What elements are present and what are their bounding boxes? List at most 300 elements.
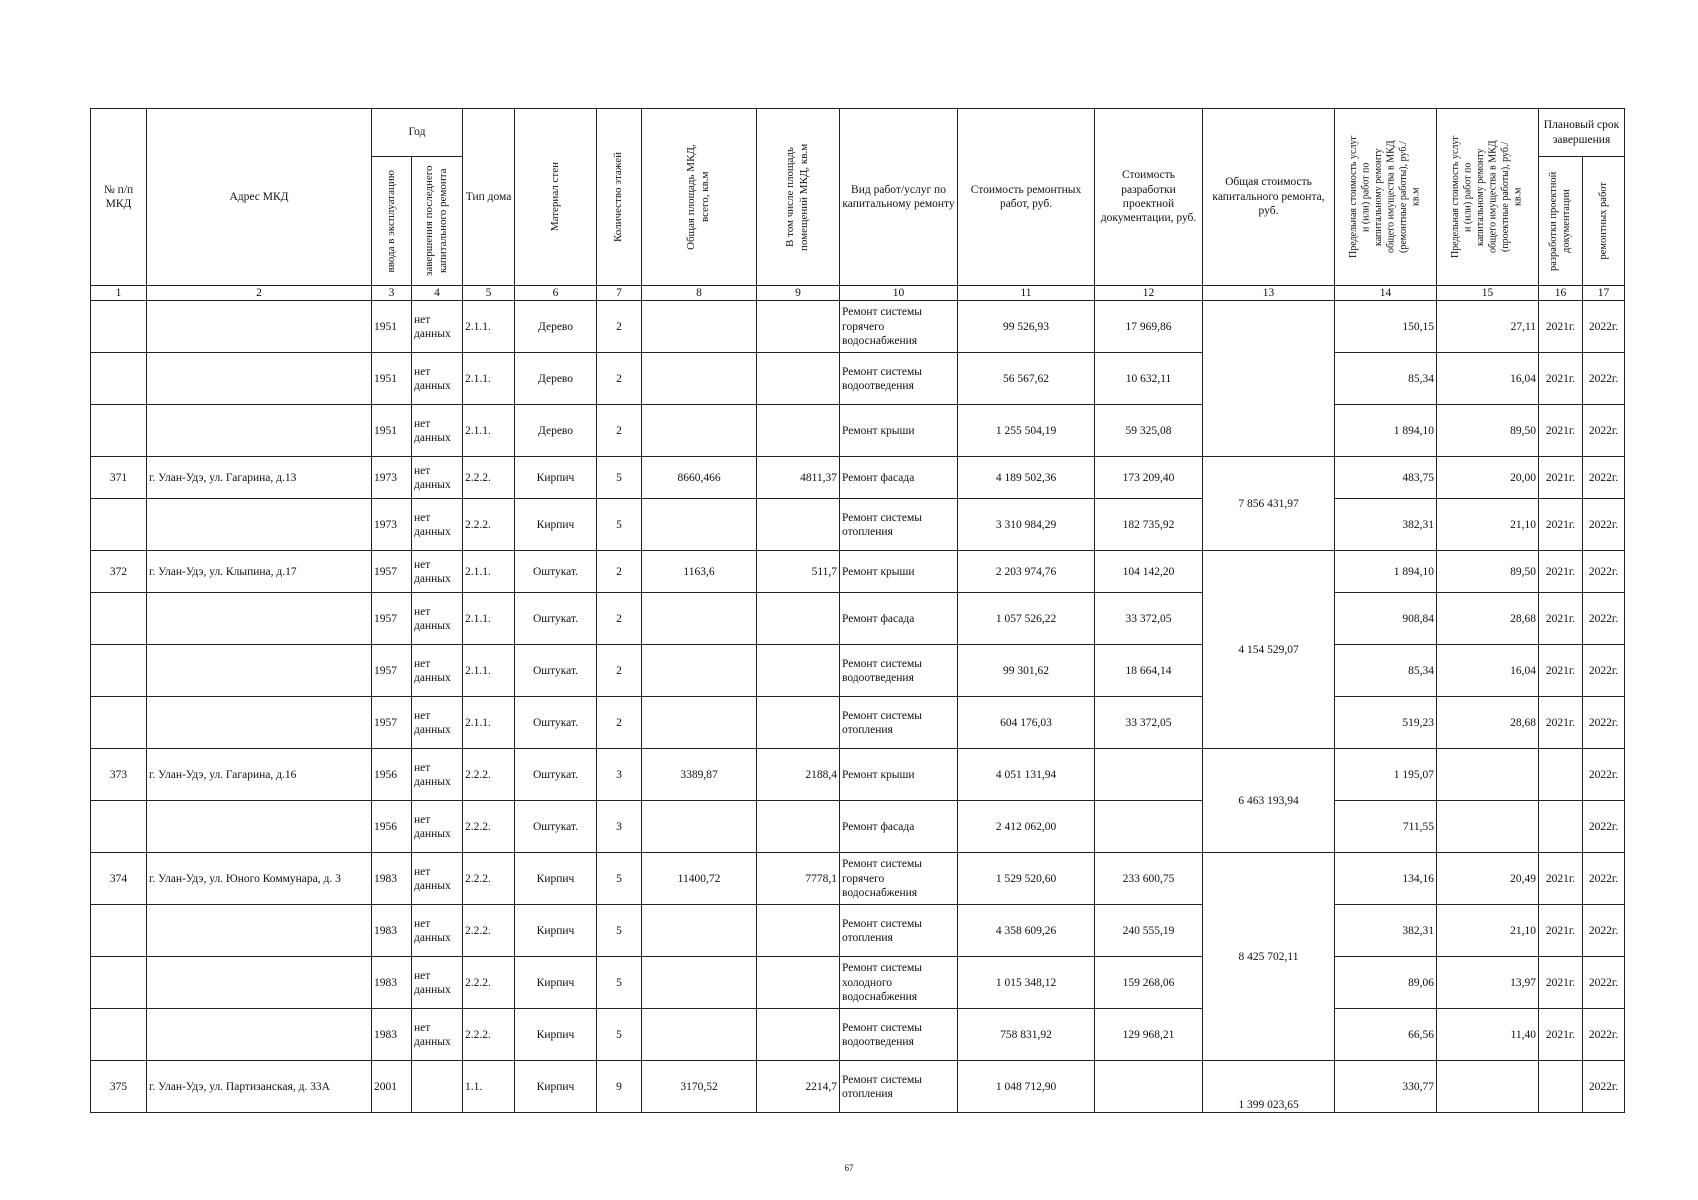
cell-limit-repair: 150,15 (1335, 301, 1437, 353)
column-number: 15 (1437, 286, 1539, 301)
cell-limit-repair: 134,16 (1335, 853, 1437, 905)
cell-address: г. Улан-Удэ, ул. Партизанская, д. 33А (147, 1061, 372, 1113)
cell-limit-design: 20,49 (1437, 853, 1539, 905)
cell-last-repair: нет данных (412, 697, 463, 749)
cell-plan-repair: 2022г. (1583, 301, 1625, 353)
cell-repair-cost: 1 255 504,19 (958, 405, 1095, 457)
cell-year: 1957 (372, 593, 412, 645)
cell-design-cost: 33 372,05 (1095, 593, 1203, 645)
cell-material: Кирпич (515, 1061, 597, 1113)
cell-house-type: 2.2.2. (463, 749, 515, 801)
cell-last-repair: нет данных (412, 957, 463, 1009)
cell-last-repair: нет данных (412, 645, 463, 697)
cell-premises-area (757, 499, 840, 551)
cell-material: Дерево (515, 353, 597, 405)
column-number: 11 (958, 286, 1095, 301)
cell-limit-design: 28,68 (1437, 593, 1539, 645)
cell-plan-repair: 2022г. (1583, 405, 1625, 457)
cell-num (91, 405, 147, 457)
cell-limit-design: 13,97 (1437, 957, 1539, 1009)
cell-premises-area (757, 1009, 840, 1061)
cell-design-cost (1095, 749, 1203, 801)
cell-floors: 9 (597, 1061, 642, 1113)
column-number: 9 (757, 286, 840, 301)
cell-limit-repair: 1 894,10 (1335, 551, 1437, 593)
cell-premises-area: 2214,7 (757, 1061, 840, 1113)
page-number: 67 (844, 1163, 854, 1173)
column-number: 6 (515, 286, 597, 301)
cell-material: Оштукат. (515, 749, 597, 801)
cell-premises-area (757, 905, 840, 957)
cell-address: г. Улан-Удэ, ул. Гагарина, д.16 (147, 749, 372, 801)
cell-num: 372 (91, 551, 147, 593)
cell-total-area (642, 593, 757, 645)
cell-house-type: 2.1.1. (463, 593, 515, 645)
cell-house-type: 2.1.1. (463, 405, 515, 457)
cell-num (91, 499, 147, 551)
cell-plan-repair: 2022г. (1583, 697, 1625, 749)
table-row (91, 499, 1625, 551)
header-plan-term: Плановый срок завершения (1539, 109, 1625, 157)
cell-plan-design: 2021г. (1539, 1009, 1583, 1061)
header-year-last-repair: завершения последнего капитального ремонта (412, 157, 463, 286)
column-number: 2 (147, 286, 372, 301)
cell-plan-repair: 2022г. (1583, 457, 1625, 499)
cell-plan-design: 2021г. (1539, 697, 1583, 749)
cell-limit-repair: 1 195,07 (1335, 749, 1437, 801)
header-work-type: Вид работ/услуг по капитальному ремонту (840, 109, 958, 286)
table-row (91, 853, 1625, 905)
cell-last-repair: нет данных (412, 353, 463, 405)
cell-floors: 3 (597, 749, 642, 801)
cell-house-type: 2.1.1. (463, 551, 515, 593)
cell-material: Кирпич (515, 853, 597, 905)
cell-plan-repair: 2022г. (1583, 801, 1625, 853)
cell-year: 1983 (372, 1009, 412, 1061)
cell-floors: 5 (597, 905, 642, 957)
cell-premises-area (757, 353, 840, 405)
cell-material: Оштукат. (515, 551, 597, 593)
cell-plan-design (1539, 1061, 1583, 1113)
cell-work-type: Ремонт фасада (840, 457, 958, 499)
cell-repair-cost: 1 015 348,12 (958, 957, 1095, 1009)
cell-design-cost: 59 325,08 (1095, 405, 1203, 457)
cell-house-type: 2.2.2. (463, 905, 515, 957)
cell-address (147, 1009, 372, 1061)
cell-limit-design (1437, 1061, 1539, 1113)
cell-floors: 2 (597, 301, 642, 353)
cell-work-type: Ремонт системы холодного водоснабжения (840, 957, 958, 1009)
cell-year: 1956 (372, 801, 412, 853)
cell-limit-design: 89,50 (1437, 405, 1539, 457)
cell-last-repair: нет данных (412, 301, 463, 353)
cell-work-type: Ремонт системы отопления (840, 499, 958, 551)
cell-total-area: 8660,466 (642, 457, 757, 499)
header-wall-material: Материал стен (515, 109, 597, 286)
column-number: 10 (840, 286, 958, 301)
cell-premises-area: 511,7 (757, 551, 840, 593)
cell-num: 371 (91, 457, 147, 499)
header-limit-design: Предельная стоимость услуг и (или) работ по капитальному ремонту общего имущества в МКД (проектные работы), руб./кв.м (1437, 109, 1539, 286)
cell-limit-repair: 330,77 (1335, 1061, 1437, 1113)
cell-year: 1957 (372, 645, 412, 697)
cell-design-cost: 129 968,21 (1095, 1009, 1203, 1061)
cell-total-area (642, 301, 757, 353)
cell-last-repair: нет данных (412, 801, 463, 853)
cell-year: 1983 (372, 957, 412, 1009)
cell-address (147, 353, 372, 405)
cell-plan-design: 2021г. (1539, 593, 1583, 645)
cell-year: 1973 (372, 499, 412, 551)
cell-house-type: 2.2.2. (463, 499, 515, 551)
cell-total-cost: 7 856 431,97 (1203, 457, 1335, 551)
cell-total-area: 3389,87 (642, 749, 757, 801)
cell-limit-repair: 519,23 (1335, 697, 1437, 749)
cell-limit-design: 89,50 (1437, 551, 1539, 593)
cell-house-type: 2.1.1. (463, 697, 515, 749)
cell-plan-design: 2021г. (1539, 405, 1583, 457)
cell-last-repair: нет данных (412, 905, 463, 957)
cell-num (91, 697, 147, 749)
cell-house-type: 2.2.2. (463, 957, 515, 1009)
cell-work-type: Ремонт фасада (840, 593, 958, 645)
cell-limit-repair: 711,55 (1335, 801, 1437, 853)
cell-total-area (642, 405, 757, 457)
table-body (91, 301, 1625, 1113)
cell-repair-cost: 4 189 502,36 (958, 457, 1095, 499)
cell-work-type: Ремонт системы горячего водоснабжения (840, 853, 958, 905)
cell-design-cost: 104 142,20 (1095, 551, 1203, 593)
cell-repair-cost: 99 301,62 (958, 645, 1095, 697)
table-row (91, 749, 1625, 801)
header-year: Год (372, 109, 463, 157)
cell-year: 1951 (372, 405, 412, 457)
cell-design-cost (1095, 801, 1203, 853)
cell-repair-cost: 3 310 984,29 (958, 499, 1095, 551)
column-number: 1 (91, 286, 147, 301)
cell-year: 1973 (372, 457, 412, 499)
cell-work-type: Ремонт крыши (840, 405, 958, 457)
cell-repair-cost: 4 051 131,94 (958, 749, 1095, 801)
cell-work-type: Ремонт системы отопления (840, 697, 958, 749)
cell-total-area: 3170,52 (642, 1061, 757, 1113)
cell-limit-design: 11,40 (1437, 1009, 1539, 1061)
cell-floors: 2 (597, 405, 642, 457)
cell-limit-repair: 483,75 (1335, 457, 1437, 499)
cell-plan-repair: 2022г. (1583, 905, 1625, 957)
cell-plan-repair: 2022г. (1583, 593, 1625, 645)
cell-floors: 2 (597, 593, 642, 645)
table-row (91, 301, 1625, 353)
cell-design-cost: 173 209,40 (1095, 457, 1203, 499)
cell-repair-cost: 56 567,62 (958, 353, 1095, 405)
cell-total-area (642, 801, 757, 853)
cell-limit-repair: 908,84 (1335, 593, 1437, 645)
cell-work-type: Ремонт системы водоотведения (840, 645, 958, 697)
cell-last-repair (412, 1061, 463, 1113)
column-number: 8 (642, 286, 757, 301)
cell-premises-area (757, 801, 840, 853)
cell-house-type: 2.1.1. (463, 645, 515, 697)
cell-floors: 5 (597, 853, 642, 905)
table-row (91, 697, 1625, 749)
cell-plan-repair: 2022г. (1583, 353, 1625, 405)
cell-year: 1957 (372, 551, 412, 593)
table-row (91, 593, 1625, 645)
cell-floors: 5 (597, 457, 642, 499)
cell-repair-cost: 99 526,93 (958, 301, 1095, 353)
cell-limit-repair: 382,31 (1335, 499, 1437, 551)
cell-material: Кирпич (515, 1009, 597, 1061)
cell-house-type: 2.2.2. (463, 457, 515, 499)
cell-num (91, 353, 147, 405)
cell-total-cost: 6 463 193,94 (1203, 749, 1335, 853)
cell-material: Кирпич (515, 457, 597, 499)
cell-material: Кирпич (515, 905, 597, 957)
cell-premises-area (757, 645, 840, 697)
cell-design-cost: 10 632,11 (1095, 353, 1203, 405)
cell-house-type: 2.2.2. (463, 1009, 515, 1061)
cell-total-area (642, 905, 757, 957)
cell-material: Оштукат. (515, 645, 597, 697)
cell-limit-design: 28,68 (1437, 697, 1539, 749)
cell-plan-design (1539, 801, 1583, 853)
header-premises-area: В том числе площадь помещений МКД, кв.м (757, 109, 840, 286)
column-number: 12 (1095, 286, 1203, 301)
cell-floors: 3 (597, 801, 642, 853)
cell-plan-design: 2021г. (1539, 853, 1583, 905)
column-number: 13 (1203, 286, 1335, 301)
cell-limit-repair: 382,31 (1335, 905, 1437, 957)
cell-limit-repair: 85,34 (1335, 353, 1437, 405)
cell-plan-design: 2021г. (1539, 645, 1583, 697)
cell-work-type: Ремонт крыши (840, 551, 958, 593)
table-row (91, 957, 1625, 1009)
cell-num: 373 (91, 749, 147, 801)
capital-repair-table (90, 108, 1625, 1113)
cell-plan-repair: 2022г. (1583, 499, 1625, 551)
cell-plan-repair: 2022г. (1583, 551, 1625, 593)
cell-plan-repair: 2022г. (1583, 1009, 1625, 1061)
cell-address (147, 593, 372, 645)
cell-last-repair: нет данных (412, 593, 463, 645)
column-number: 3 (372, 286, 412, 301)
cell-address: г. Улан-Удэ, ул. Клыпина, д.17 (147, 551, 372, 593)
cell-design-cost: 182 735,92 (1095, 499, 1203, 551)
cell-total-cost: 8 425 702,11 (1203, 853, 1335, 1061)
cell-num (91, 801, 147, 853)
cell-address (147, 957, 372, 1009)
cell-repair-cost: 2 203 974,76 (958, 551, 1095, 593)
cell-plan-design: 2021г. (1539, 301, 1583, 353)
cell-last-repair: нет данных (412, 749, 463, 801)
cell-total-cost: 1 399 023,65 (1203, 1061, 1335, 1113)
cell-num (91, 957, 147, 1009)
cell-last-repair: нет данных (412, 1009, 463, 1061)
cell-year: 1956 (372, 749, 412, 801)
cell-premises-area: 2188,4 (757, 749, 840, 801)
cell-address: г. Улан-Удэ, ул. Гагарина, д.13 (147, 457, 372, 499)
cell-premises-area: 4811,37 (757, 457, 840, 499)
cell-plan-design: 2021г. (1539, 457, 1583, 499)
cell-design-cost: 18 664,14 (1095, 645, 1203, 697)
cell-design-cost: 159 268,06 (1095, 957, 1203, 1009)
cell-total-cost: 4 154 529,07 (1203, 551, 1335, 749)
cell-year: 2001 (372, 1061, 412, 1113)
cell-total-area (642, 957, 757, 1009)
cell-address (147, 801, 372, 853)
cell-num (91, 301, 147, 353)
cell-premises-area (757, 957, 840, 1009)
cell-plan-design (1539, 749, 1583, 801)
header-total-cost: Общая стоимость капитального ремонта, руб. (1203, 109, 1335, 286)
cell-limit-design: 20,00 (1437, 457, 1539, 499)
cell-num (91, 593, 147, 645)
cell-material: Оштукат. (515, 593, 597, 645)
cell-repair-cost: 1 048 712,90 (958, 1061, 1095, 1113)
cell-material: Оштукат. (515, 801, 597, 853)
cell-floors: 2 (597, 353, 642, 405)
cell-premises-area (757, 697, 840, 749)
header-total-area: Общая площадь МКД, всего, кв.м (642, 109, 757, 286)
column-number: 4 (412, 286, 463, 301)
cell-last-repair: нет данных (412, 499, 463, 551)
cell-repair-cost: 758 831,92 (958, 1009, 1095, 1061)
cell-year: 1983 (372, 905, 412, 957)
cell-house-type: 2.1.1. (463, 301, 515, 353)
cell-premises-area (757, 593, 840, 645)
cell-address (147, 905, 372, 957)
table-row (91, 645, 1625, 697)
header-floors: Количество этажей (597, 109, 642, 286)
header-plan-design: разработки проектной документации (1539, 157, 1583, 286)
column-number: 16 (1539, 286, 1583, 301)
cell-year: 1957 (372, 697, 412, 749)
header-plan-repair: ремонтных работ (1583, 157, 1625, 286)
cell-num: 375 (91, 1061, 147, 1113)
cell-total-area (642, 353, 757, 405)
cell-plan-repair: 2022г. (1583, 645, 1625, 697)
cell-year: 1951 (372, 353, 412, 405)
header-repair-cost: Стоимость ремонтных работ, руб. (958, 109, 1095, 286)
cell-total-area: 11400,72 (642, 853, 757, 905)
cell-limit-repair: 85,34 (1335, 645, 1437, 697)
cell-work-type: Ремонт крыши (840, 749, 958, 801)
cell-limit-design: 21,10 (1437, 905, 1539, 957)
cell-num: 374 (91, 853, 147, 905)
column-number: 5 (463, 286, 515, 301)
cell-floors: 5 (597, 499, 642, 551)
table-row (91, 1061, 1625, 1113)
cell-year: 1951 (372, 301, 412, 353)
cell-work-type: Ремонт системы водоотведения (840, 1009, 958, 1061)
table-row (91, 905, 1625, 957)
cell-plan-design: 2021г. (1539, 353, 1583, 405)
cell-last-repair: нет данных (412, 457, 463, 499)
cell-plan-design: 2021г. (1539, 905, 1583, 957)
cell-house-type: 2.2.2. (463, 801, 515, 853)
cell-limit-design (1437, 749, 1539, 801)
header-limit-repair: Предельная стоимость услуг и (или) работ по капитальному ремонту общего имущества в МКД (ремонтные работы), руб./кв.м (1335, 109, 1437, 286)
cell-plan-repair: 2022г. (1583, 957, 1625, 1009)
cell-plan-repair: 2022г. (1583, 749, 1625, 801)
cell-limit-design: 27,11 (1437, 301, 1539, 353)
cell-address (147, 645, 372, 697)
cell-plan-design: 2021г. (1539, 551, 1583, 593)
cell-floors: 5 (597, 957, 642, 1009)
cell-address (147, 405, 372, 457)
cell-material: Дерево (515, 301, 597, 353)
cell-plan-repair: 2022г. (1583, 853, 1625, 905)
cell-work-type: Ремонт системы отопления (840, 905, 958, 957)
cell-work-type: Ремонт системы водоотведения (840, 353, 958, 405)
cell-floors: 2 (597, 697, 642, 749)
cell-design-cost: 240 555,19 (1095, 905, 1203, 957)
cell-repair-cost: 1 529 520,60 (958, 853, 1095, 905)
cell-design-cost (1095, 1061, 1203, 1113)
cell-address (147, 301, 372, 353)
cell-house-type: 2.1.1. (463, 353, 515, 405)
cell-work-type: Ремонт системы отопления (840, 1061, 958, 1113)
cell-material: Дерево (515, 405, 597, 457)
table-row (91, 457, 1625, 499)
header-address: Адрес МКД (147, 109, 372, 286)
cell-total-cost (1203, 301, 1335, 457)
cell-premises-area: 7778,1 (757, 853, 840, 905)
cell-material: Кирпич (515, 957, 597, 1009)
cell-floors: 2 (597, 645, 642, 697)
column-number: 17 (1583, 286, 1625, 301)
cell-last-repair: нет данных (412, 405, 463, 457)
cell-work-type: Ремонт фасада (840, 801, 958, 853)
table-row (91, 801, 1625, 853)
cell-plan-repair: 2022г. (1583, 1061, 1625, 1113)
cell-limit-repair: 1 894,10 (1335, 405, 1437, 457)
cell-limit-repair: 89,06 (1335, 957, 1437, 1009)
cell-material: Кирпич (515, 499, 597, 551)
cell-premises-area (757, 301, 840, 353)
cell-plan-design: 2021г. (1539, 957, 1583, 1009)
column-number: 7 (597, 286, 642, 301)
header-num: № п/п МКД (91, 109, 147, 286)
column-number: 14 (1335, 286, 1437, 301)
cell-last-repair: нет данных (412, 853, 463, 905)
cell-total-area (642, 697, 757, 749)
table-row (91, 551, 1625, 593)
cell-repair-cost: 604 176,03 (958, 697, 1095, 749)
cell-limit-design: 21,10 (1437, 499, 1539, 551)
cell-address: г. Улан-Удэ, ул. Юного Коммунара, д. 3 (147, 853, 372, 905)
cell-repair-cost: 4 358 609,26 (958, 905, 1095, 957)
cell-design-cost: 233 600,75 (1095, 853, 1203, 905)
cell-num (91, 905, 147, 957)
cell-total-area (642, 1009, 757, 1061)
table-row (91, 353, 1625, 405)
cell-total-area (642, 645, 757, 697)
cell-num (91, 1009, 147, 1061)
cell-design-cost: 17 969,86 (1095, 301, 1203, 353)
cell-floors: 2 (597, 551, 642, 593)
header-design-cost: Стоимость разработки проектной документации, руб. (1095, 109, 1203, 286)
cell-plan-design: 2021г. (1539, 499, 1583, 551)
cell-work-type: Ремонт системы горячего водоснабжения (840, 301, 958, 353)
header-house-type: Тип дома (463, 109, 515, 286)
cell-limit-design: 16,04 (1437, 645, 1539, 697)
header-year-commission: ввода в эксплуатацию (372, 157, 412, 286)
cell-limit-design (1437, 801, 1539, 853)
column-numbers-row (91, 286, 1625, 301)
cell-limit-repair: 66,56 (1335, 1009, 1437, 1061)
